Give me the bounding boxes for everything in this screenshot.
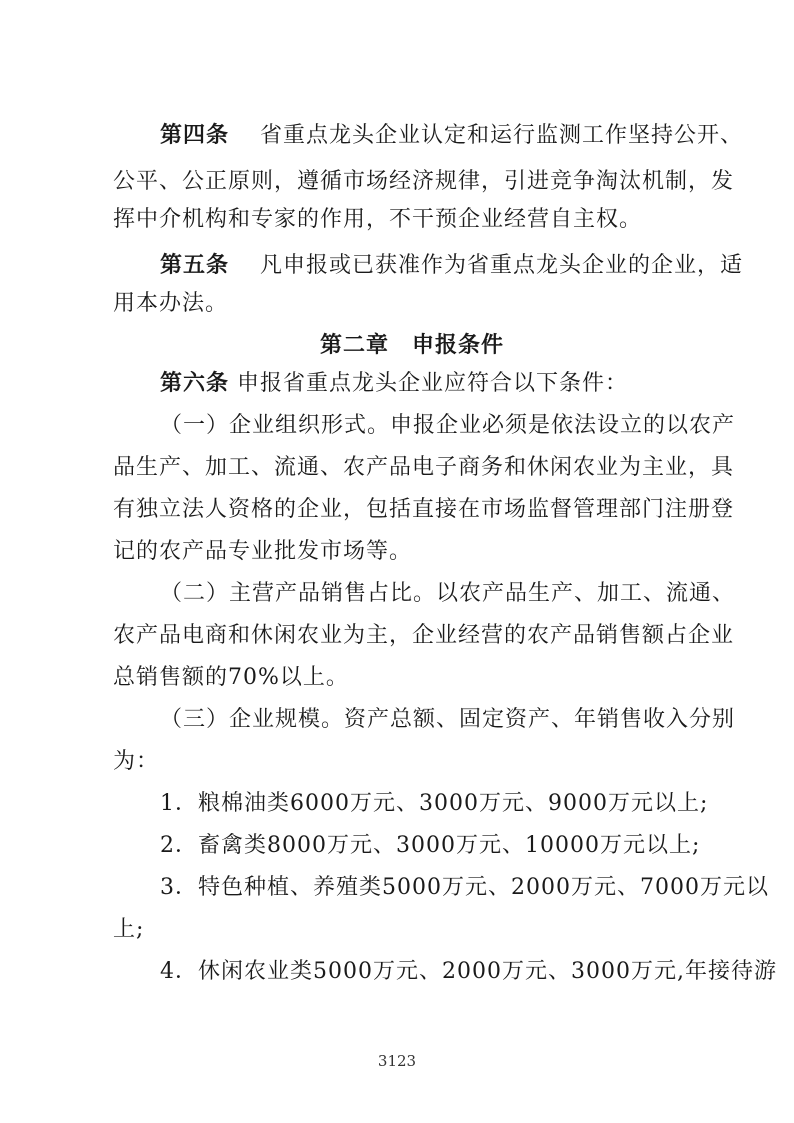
item-2-line-1: （二）主营产品销售占比。以农产品生产、加工、流通、 (160, 581, 736, 606)
article-4-heading: 第四条 (160, 123, 230, 148)
sub-item-2: 2．畜禽类8000万元、3000万元、10000万元以上; (160, 833, 701, 858)
article-5-line-1 (160, 246, 744, 286)
sub-item-4: 4．休闲农业类5000万元、2000万元、3000万元,年接待游 (160, 959, 777, 984)
article-4-line-3: 挥中介机构和专家的作用，不干预企业经营自主权。 (113, 207, 643, 232)
item-2-line-3: 总销售额的70%以上。 (113, 665, 349, 690)
item-3-line-1: （三）企业规模。资产总额、固定资产、年销售收入分别 (160, 707, 736, 732)
article-6-text-1: 申报省重点龙头企业应符合以下条件： (237, 371, 629, 396)
article-5-heading: 第五条 (160, 253, 230, 278)
article-6-heading: 第六条 (160, 371, 230, 396)
article-6-line-1 (160, 364, 720, 404)
item-3-line-2: 为： (113, 749, 160, 774)
item-1-line-1: （一）企业组织形式。申报企业必须是依法设立的以农产 (160, 413, 736, 438)
chapter-2-title: 第二章 申报条件 (320, 333, 505, 358)
item-1-line-4: 记的农产品专业批发市场等。 (113, 539, 413, 564)
item-1-line-2: 品生产、加工、流通、农产品电子商务和休闲农业为主业，具 (113, 455, 735, 480)
article-4-line-1 (160, 116, 744, 156)
page-number: 3123 (377, 1052, 417, 1070)
item-2-line-2: 农产品电商和休闲农业为主，企业经营的农产品销售额占企业 (113, 623, 735, 648)
sub-item-1: 1．粮棉油类6000万元、3000万元、9000万元以上; (160, 791, 709, 816)
sub-item-3-line-1: 3．特色种植、养殖类5000万元、2000万元、7000万元以 (160, 875, 769, 900)
item-1-line-3: 有独立法人资格的企业，包括直接在市场监督管理部门注册登 (113, 497, 735, 522)
article-4-line-2: 公平、公正原则，遵循市场经济规律，引进竞争淘汰机制，发 (113, 169, 735, 194)
article-5-text-1: 凡申报或已获准作为省重点龙头企业的企业，适 (260, 253, 744, 278)
article-4-text-1: 省重点龙头企业认定和运行监测工作坚持公开、 (260, 123, 744, 148)
article-5-line-2: 用本办法。 (113, 291, 229, 316)
sub-item-3-line-2: 上; (113, 917, 145, 942)
